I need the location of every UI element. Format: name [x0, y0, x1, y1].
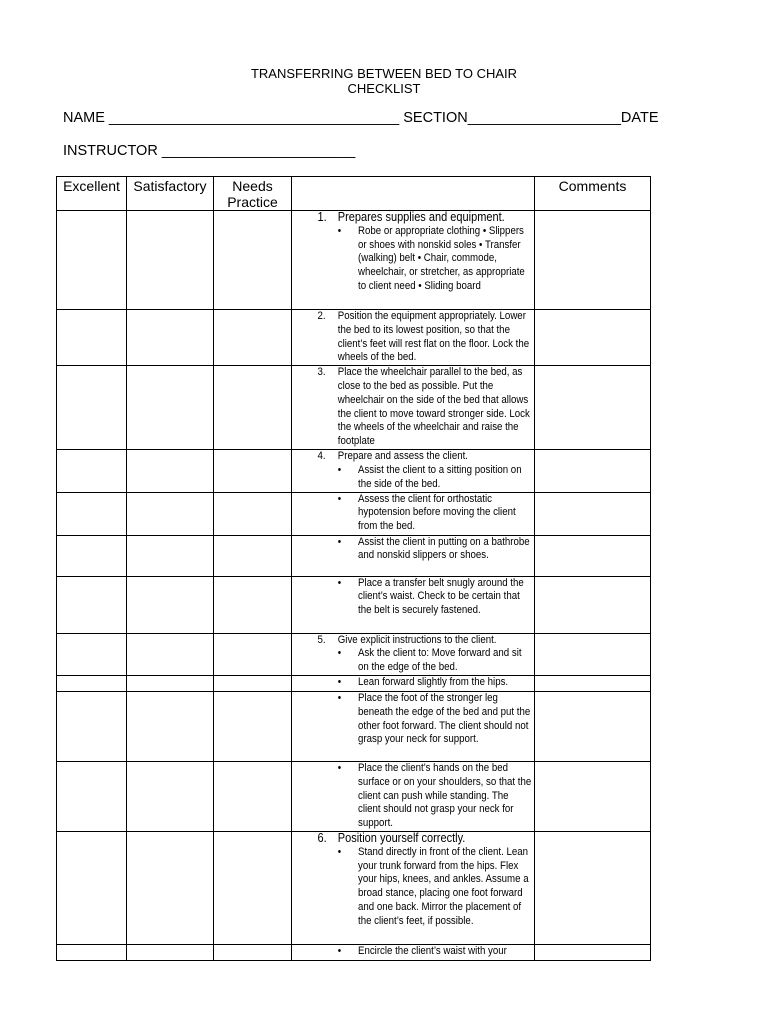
comments-cell[interactable] [535, 576, 651, 633]
needs-practice-cell[interactable] [214, 576, 292, 633]
needs-practice-cell[interactable] [214, 831, 292, 944]
needs-practice-cell[interactable] [214, 633, 292, 675]
needs-practice-cell[interactable] [214, 211, 292, 310]
step-cell [292, 366, 535, 450]
comments-cell[interactable] [535, 831, 651, 944]
step-label: Position yourself correctly. [337, 830, 466, 845]
needs-practice-cell[interactable] [214, 675, 292, 691]
excellent-cell[interactable] [57, 691, 127, 761]
comments-cell[interactable] [535, 450, 651, 492]
bullet-item [292, 846, 531, 929]
step-cell [292, 450, 535, 492]
bullet-icon: • [337, 944, 342, 957]
comments-cell[interactable] [535, 492, 651, 535]
step-content [292, 762, 531, 831]
comments-cell[interactable] [535, 691, 651, 761]
bullet-text: Stand directly in front of the client. Lean your trunk forward from the hips. Flex your hips, knees, and ankles. Assume a broad stance, placing one foot forward and one back. Mirror the placement of the client’s feet, if possible. [358, 845, 529, 927]
step-label: Give explicit instructions to the client. [337, 633, 497, 646]
step-text [292, 634, 531, 648]
excellent-cell[interactable] [57, 492, 127, 535]
needs-practice-cell[interactable] [214, 691, 292, 761]
step-number: 3. [317, 366, 326, 379]
step-cell [292, 310, 535, 366]
bullet-text: Robe or appropriate clothing • Slippers or shoes with nonskid soles • Transfer (walking) belt • Chair, commode, wheelchair, or stretcher, as appropriate to client need • Sliding board [358, 224, 525, 292]
table-row [57, 675, 651, 691]
step-content [292, 577, 531, 618]
satisfactory-cell[interactable] [127, 761, 214, 831]
comments-cell[interactable] [535, 310, 651, 366]
bullet-item [292, 762, 531, 831]
comments-cell[interactable] [535, 366, 651, 450]
step-content [292, 493, 531, 534]
step-content [292, 211, 531, 294]
step-number: 5. [317, 633, 326, 646]
needs-practice-cell[interactable] [214, 366, 292, 450]
excellent-cell[interactable] [57, 576, 127, 633]
step-text [292, 310, 531, 365]
step-cell [292, 576, 535, 633]
bullet-text: Encircle the client’s waist with your [358, 944, 507, 957]
table-row [57, 691, 651, 761]
step-text [292, 211, 531, 225]
step-label: Prepares supplies and equipment. [337, 210, 505, 224]
excellent-cell[interactable] [57, 944, 127, 960]
bullet-text: Assist the client to a sitting position on the side of the bed. [358, 463, 522, 490]
instructor-line: INSTRUCTOR ________________________ [63, 143, 356, 159]
checklist-title: TRANSFERRING BETWEEN BED TO CHAIR [250, 66, 518, 81]
excellent-cell[interactable] [57, 633, 127, 675]
satisfactory-cell[interactable] [127, 211, 214, 310]
satisfactory-cell[interactable] [127, 535, 214, 576]
bullet-icon: • [337, 691, 342, 704]
satisfactory-cell[interactable] [127, 366, 214, 450]
bullet-text: Assess the client for orthostatic hypotension before moving the client from the bed. [358, 492, 516, 533]
step-content [292, 450, 531, 491]
checklist-subtitle: CHECKLIST [347, 81, 421, 96]
table-row [57, 576, 651, 633]
excellent-cell[interactable] [57, 675, 127, 691]
step-text [292, 366, 531, 449]
bullet-item [292, 692, 531, 747]
bullet-icon: • [337, 675, 342, 688]
table-row [57, 366, 651, 450]
satisfactory-cell[interactable] [127, 675, 214, 691]
comments-cell[interactable] [535, 633, 651, 675]
step-text [292, 450, 531, 464]
excellent-cell[interactable] [57, 366, 127, 450]
satisfactory-cell[interactable] [127, 492, 214, 535]
comments-cell[interactable] [535, 211, 651, 310]
bullet-text: Place a transfer belt snugly around the client’s waist. Check to be certain that the belt is securely fastened. [358, 576, 524, 617]
bullet-text: Ask the client to: Move forward and sit on the edge of the bed. [358, 647, 522, 674]
excellent-cell[interactable] [57, 450, 127, 492]
column-satisfactory: Satisfactory [127, 177, 214, 211]
step-label: Place the wheelchair parallel to the bed, as close to the bed as possible. Put the wheelchair on the side of the bed that allows the client to move toward stronger side. Lock the wheels of the wheelchair and raise the footplate [337, 366, 530, 448]
checklist-table [56, 176, 651, 961]
step-content [292, 832, 531, 929]
step-content [292, 692, 531, 747]
bullet-text: Place the client’s hands on the bed surface or on your shoulders, so that the client can push while standing. The client should not grasp your neck for support. [358, 761, 532, 830]
column-needs-practice: Needs Practice [214, 177, 292, 211]
step-cell [292, 211, 535, 310]
bullet-icon: • [337, 535, 342, 548]
step-number: 4. [317, 450, 326, 463]
satisfactory-cell[interactable] [127, 831, 214, 944]
table-row [57, 492, 651, 535]
comments-cell[interactable] [535, 761, 651, 831]
comments-cell[interactable] [535, 675, 651, 691]
satisfactory-cell[interactable] [127, 450, 214, 492]
step-number: 2. [317, 310, 326, 322]
step-cell [292, 761, 535, 831]
bullet-text: Assist the client in putting on a bathrobe and nonskid slippers or shoes. [358, 535, 530, 562]
step-cell [292, 535, 535, 576]
step-cell [292, 944, 535, 960]
name-section-date-line: NAME ____________________________________ SECTION___________________DATE [63, 110, 659, 126]
excellent-cell[interactable] [57, 761, 127, 831]
bullet-item [292, 464, 531, 492]
bullet-item [292, 945, 531, 959]
satisfactory-cell[interactable] [127, 944, 214, 960]
excellent-cell[interactable] [57, 310, 127, 366]
step-number: 6. [317, 830, 327, 845]
step-cell [292, 831, 535, 944]
step-label: Prepare and assess the client. [337, 450, 468, 463]
bullet-item [292, 493, 531, 534]
needs-practice-cell[interactable] [214, 535, 292, 576]
step-content [292, 310, 531, 365]
column-step [292, 177, 535, 211]
table-row [57, 535, 651, 576]
table-row [57, 310, 651, 366]
bullet-item [292, 577, 531, 618]
bullet-icon: • [337, 463, 342, 476]
bullet-item [292, 536, 531, 564]
step-number: 1. [317, 210, 327, 224]
step-text [292, 832, 531, 846]
bullet-item [292, 225, 531, 294]
satisfactory-cell[interactable] [127, 576, 214, 633]
bullet-icon: • [337, 576, 342, 589]
bullet-icon: • [337, 224, 342, 237]
needs-practice-cell[interactable] [214, 492, 292, 535]
step-content [292, 676, 531, 690]
column-comments: Comments [535, 177, 651, 211]
table-row [57, 450, 651, 492]
bullet-item [292, 676, 531, 690]
needs-practice-cell[interactable] [214, 450, 292, 492]
table-row [57, 944, 651, 960]
column-excellent: Excellent [57, 177, 127, 211]
bullet-icon: • [337, 492, 342, 505]
step-content [292, 366, 531, 449]
step-label: Position the equipment appropriately. Lower the bed to its lowest position, so that the client’s feet will rest flat on the floor. Lock the wheels of the bed. [337, 310, 530, 364]
satisfactory-cell[interactable] [127, 633, 214, 675]
step-cell [292, 691, 535, 761]
table-row [57, 211, 651, 310]
satisfactory-cell[interactable] [127, 691, 214, 761]
bullet-text: Place the foot of the stronger leg beneath the edge of the bed and put the other foot forward. The client should not grasp your neck for support. [358, 691, 531, 746]
needs-practice-cell[interactable] [214, 761, 292, 831]
bullet-icon: • [337, 761, 342, 774]
bullet-item [292, 647, 531, 675]
excellent-cell[interactable] [57, 831, 127, 944]
comments-cell[interactable] [535, 944, 651, 960]
bullet-icon: • [337, 845, 342, 858]
step-content [292, 634, 531, 675]
comments-cell[interactable] [535, 535, 651, 576]
step-cell [292, 633, 535, 675]
table-row [57, 831, 651, 944]
step-cell [292, 675, 535, 691]
bullet-icon: • [337, 647, 342, 660]
table-row [57, 633, 651, 675]
excellent-cell[interactable] [57, 535, 127, 576]
step-content [292, 536, 531, 564]
needs-practice-cell[interactable] [214, 310, 292, 366]
satisfactory-cell[interactable] [127, 310, 214, 366]
header-row [57, 177, 651, 211]
step-cell [292, 492, 535, 535]
bullet-text: Lean forward slightly from the hips. [358, 675, 509, 688]
table-row [57, 761, 651, 831]
needs-practice-cell[interactable] [214, 944, 292, 960]
excellent-cell[interactable] [57, 211, 127, 310]
step-content [292, 945, 531, 959]
